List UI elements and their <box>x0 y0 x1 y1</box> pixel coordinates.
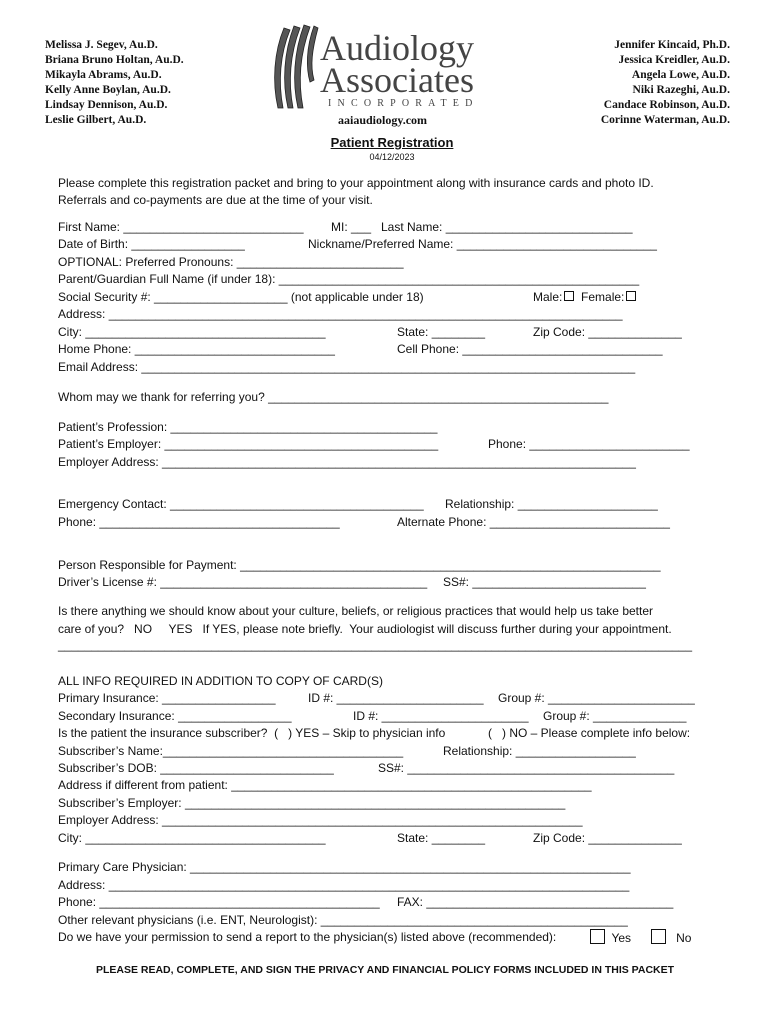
zip-field[interactable]: Zip Code: ______________ <box>533 325 682 339</box>
payment-responsible-field[interactable]: Person Responsible for Payment: _______________________________________________________________ <box>58 558 661 572</box>
primary-id-field[interactable]: ID #: ______________________ <box>308 691 484 705</box>
referral-field[interactable]: Whom may we thank for referring you? ___________________________________________________ <box>58 390 609 404</box>
page-title: Patient Registration <box>330 135 454 150</box>
email-field[interactable]: Email Address: __________________________________________________________________________ <box>58 360 636 374</box>
other-physicians-field[interactable]: Other relevant physicians (i.e. ENT, Neurologist): ______________________________________________ <box>58 913 628 927</box>
emergency-phone-field[interactable]: Phone: ____________________________________ <box>58 515 340 529</box>
emergency-relationship-field[interactable]: Relationship: _____________________ <box>445 497 658 511</box>
staff-name: Leslie Gilbert, Au.D. <box>45 114 147 126</box>
subscriber-relationship-field[interactable]: Relationship: __________________ <box>443 744 636 758</box>
permission-yes-checkbox[interactable] <box>590 929 605 944</box>
staff-name: Angela Lowe, Au.D. <box>631 69 730 81</box>
emergency-contact-field[interactable]: Emergency Contact: ______________________________________ <box>58 497 424 511</box>
subscriber-dob-field[interactable]: Subscriber’s DOB: __________________________ <box>58 761 334 775</box>
permission-yes-label: Yes <box>611 931 632 945</box>
nickname-field[interactable]: Nickname/Preferred Name: ______________________________ <box>308 237 657 251</box>
secondary-insurance-field[interactable]: Secondary Insurance: _________________ <box>58 709 292 723</box>
staff-name: Jennifer Kincaid, Ph.D. <box>614 39 730 51</box>
staff-name: Niki Razeghi, Au.D. <box>632 84 730 96</box>
home-phone-field[interactable]: Home Phone: ______________________________ <box>58 342 335 356</box>
subscriber-ss-field[interactable]: SS#: ________________________________________ <box>378 761 675 775</box>
physician-phone-field[interactable]: Phone: __________________________________________ <box>58 895 380 909</box>
guardian-name-field[interactable]: Parent/Guardian Full Name (if under 18): ______________________________________________________ <box>58 272 640 286</box>
employer-phone-field[interactable]: Phone: ________________________ <box>488 437 690 451</box>
drivers-license-field[interactable]: Driver’s License #: ________________________________________ <box>58 575 428 589</box>
primary-group-field[interactable]: Group #: ______________________ <box>498 691 695 705</box>
subscriber-no-option[interactable]: ( ) NO – Please complete info below: <box>488 726 691 740</box>
subscriber-state-field[interactable]: State: ________ <box>397 831 486 845</box>
sex-selector <box>533 289 636 305</box>
payment-ss-field[interactable]: SS#: __________________________ <box>443 575 646 589</box>
website: aaiaudiology.com <box>338 113 428 127</box>
subscriber-employer-field[interactable]: Subscriber’s Employer: _________________________________________________________ <box>58 796 566 810</box>
staff-name: Lindsay Dennison, Au.D. <box>45 99 168 111</box>
staff-name: Melissa J. Segev, Au.D. <box>45 39 158 51</box>
culture-question: care of you? NO YES If YES, please note briefly. Your audiologist will discuss further during your appointment. <box>58 622 672 636</box>
employer-address-field[interactable]: Employer Address: _______________________________________________________________________ <box>58 455 636 469</box>
male-checkbox[interactable] <box>564 291 574 301</box>
subscriber-city-field[interactable]: City: ____________________________________ <box>58 831 326 845</box>
first-name-field[interactable]: First Name: ___________________________ <box>58 220 304 234</box>
staff-name: Kelly Anne Boylan, Au.D. <box>45 84 171 96</box>
logo-text-associates: Associates <box>320 60 474 100</box>
culture-question: Is there anything we should know about your culture, beliefs, or religious practices that would help us take better <box>58 604 654 618</box>
culture-answer-field[interactable]: _______________________________________________________________________________________________ <box>58 638 693 652</box>
subscriber-address-field[interactable]: Address if different from patient: ______________________________________________________ <box>58 778 592 792</box>
permission-no-label: No <box>676 931 692 945</box>
address-field[interactable]: Address: _____________________________________________________________________________ <box>58 307 623 321</box>
intro-line: Referrals and co-payments are due at the time of your visit. <box>58 193 373 207</box>
insurance-heading: ALL INFO REQUIRED IN ADDITION TO COPY OF CARD(S) <box>58 674 383 688</box>
primary-insurance-field[interactable]: Primary Insurance: _________________ <box>58 691 276 705</box>
staff-list-left <box>45 38 184 128</box>
state-field[interactable]: State: ________ <box>397 325 486 339</box>
secondary-id-field[interactable]: ID #: ______________________ <box>353 709 529 723</box>
report-permission-question: Do we have your permission to send a report to the physician(s) listed above (recommended): <box>58 930 557 944</box>
staff-list-right <box>601 38 730 128</box>
subscriber-name-field[interactable]: Subscriber’s Name:____________________________________ <box>58 744 404 758</box>
staff-name: Corinne Waterman, Au.D. <box>600 114 730 126</box>
permission-options <box>590 929 691 946</box>
secondary-group-field[interactable]: Group #: ______________ <box>543 709 687 723</box>
permission-no-checkbox[interactable] <box>651 929 666 944</box>
footer-notice: PLEASE READ, COMPLETE, AND SIGN THE PRIVACY AND FINANCIAL POLICY FORMS INCLUDED IN THIS PACKET <box>95 964 675 976</box>
subscriber-zip-field[interactable]: Zip Code: ______________ <box>533 831 682 845</box>
subscriber-employer-address-field[interactable]: Employer Address: _______________________________________________________________ <box>58 813 583 827</box>
staff-name: Candace Robinson, Au.D. <box>603 99 730 111</box>
pronouns-field[interactable]: OPTIONAL: Preferred Pronouns: _________________________ <box>58 255 404 269</box>
female-checkbox[interactable] <box>626 291 636 301</box>
ssn-field[interactable]: Social Security #: ____________________ (not applicable under 18) <box>58 290 424 304</box>
last-name-field[interactable]: Last Name: ____________________________ <box>381 220 633 234</box>
employer-field[interactable]: Patient’s Employer: _________________________________________ <box>58 437 439 451</box>
intro-line: Please complete this registration packet and bring to your appointment along with insurance cards and photo ID. <box>58 176 654 190</box>
logo-text-audiology: Audiology <box>320 28 475 68</box>
profession-field[interactable]: Patient’s Profession: ________________________________________ <box>58 420 438 434</box>
physician-fax-field[interactable]: FAX: _____________________________________ <box>397 895 674 909</box>
alternate-phone-field[interactable]: Alternate Phone: ___________________________ <box>397 515 670 529</box>
subscriber-question[interactable]: Is the patient the insurance subscriber? ( ) YES – Skip to physician info <box>58 726 446 740</box>
staff-name: Briana Bruno Holtan, Au.D. <box>45 54 184 66</box>
pcp-field[interactable]: Primary Care Physician: __________________________________________________________________ <box>58 860 631 874</box>
dob-field[interactable]: Date of Birth: _________________ <box>58 237 245 251</box>
city-field[interactable]: City: ____________________________________ <box>58 325 326 339</box>
cell-phone-field[interactable]: Cell Phone: ______________________________ <box>397 342 663 356</box>
staff-name: Jessica Kreidler, Au.D. <box>618 54 730 66</box>
staff-name: Mikayla Abrams, Au.D. <box>45 69 162 81</box>
female-label: Female: <box>581 290 625 304</box>
form-date: 04/12/2023 <box>369 152 415 162</box>
logo-text-incorporated: INCORPORATED <box>328 98 479 109</box>
male-label: Male: <box>533 290 563 304</box>
audiology-associates-logo <box>270 22 510 114</box>
mi-field[interactable]: MI: ___ <box>331 220 372 234</box>
physician-address-field[interactable]: Address: ______________________________________________________________________________ <box>58 878 630 892</box>
